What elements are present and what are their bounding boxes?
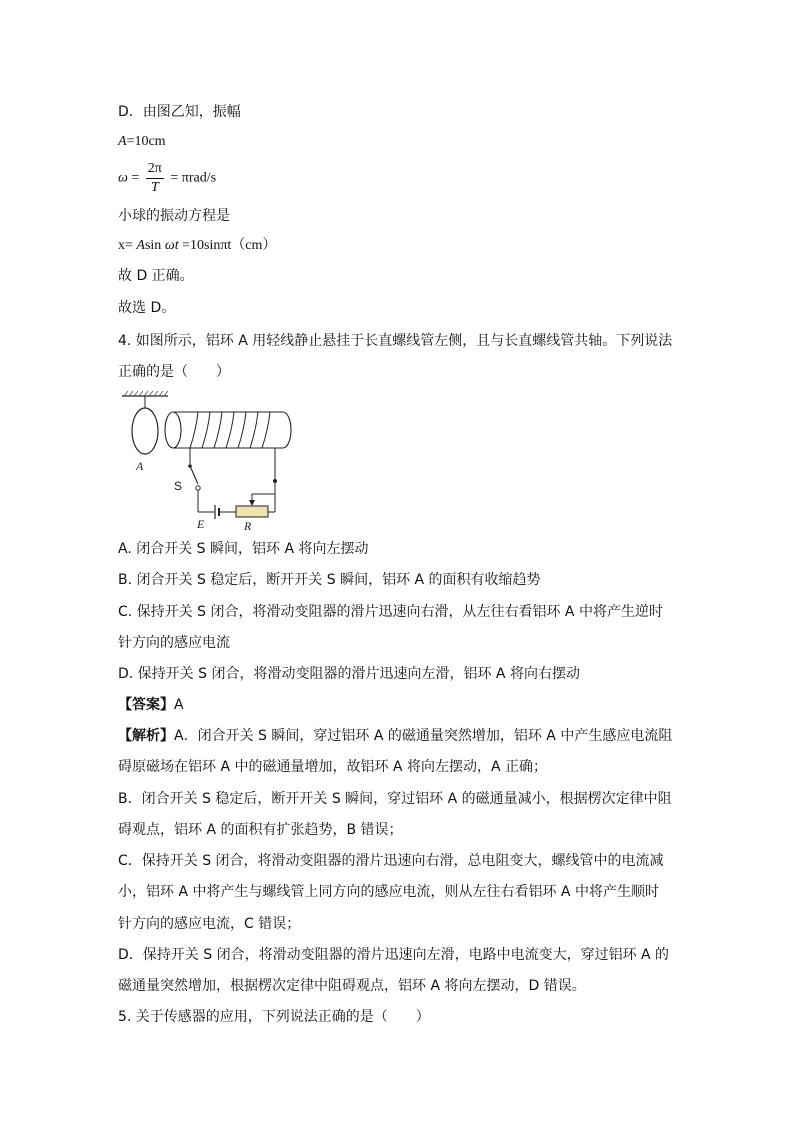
eq-part: A: [136, 238, 145, 253]
amplitude-value: =10cm: [126, 134, 166, 149]
amplitude-line: [118, 132, 166, 152]
question-5-stem: 5. 关于传感器的应用，下列说法正确的是（ ）: [118, 1009, 430, 1025]
option-c: C. 保持开关 S 闭合，将滑动变阻器的滑片迅速向右滑，从左往右看铝环 A 中将产生逆时: [118, 604, 663, 620]
fraction-denominator: T: [150, 180, 159, 195]
option-d: D. 保持开关 S 闭合，将滑动变阻器的滑片迅速向左滑，铝环 A 将向右摆动: [118, 666, 580, 682]
label-S: S: [174, 479, 183, 493]
option-a: A. 闭合开关 S 瞬间，铝环 A 将向左摆动: [118, 541, 369, 557]
question-4-stem: 4. 如图所示，铝环 A 用轻线静止悬挂于长直螺线管左侧，且与长直螺线管共轴。下列说法: [118, 333, 673, 349]
fraction-numerator: 2π: [146, 160, 164, 179]
text-line: 故选 D。: [118, 300, 176, 316]
circuit-diagram: [118, 390, 308, 536]
explanation-line: D．保持开关 S 闭合，将滑动变阻器的滑片迅速向左滑，电路中电流变大，穿过铝环 A 的: [118, 947, 670, 963]
text-line: 故 D 正确。: [118, 268, 194, 284]
option-c-cont: 针方向的感应电流: [118, 635, 230, 651]
explanation-label: 【解析】: [118, 728, 174, 744]
switch-blade: [190, 466, 198, 484]
answer-line: [118, 695, 184, 715]
text-line: 小球的振动方程是: [118, 208, 230, 224]
rheostat: [236, 506, 268, 517]
label-E: E: [197, 517, 205, 531]
explanation-text: A．闭合开关 S 瞬间，穿过铝环 A 的磁通量突然增加，铝环 A 中产生感应电流阻: [174, 728, 673, 744]
eq-part: x=: [118, 238, 137, 253]
omega-symbol: ω: [118, 170, 128, 186]
omega-result: = πrad/s: [170, 170, 217, 186]
vibration-equation: [118, 236, 276, 256]
explanation-line: 碍观点，铝环 A 的面积有扩张趋势，B 错误；: [118, 822, 403, 838]
explanation-line: 碍原磁场在铝环 A 中的磁通量增加，故铝环 A 将向左摆动，A 正确；: [118, 759, 547, 775]
answer-label: 【答案】: [118, 697, 174, 713]
aluminium-ring: [132, 408, 158, 454]
explanation-line: 针方向的感应电流，C 错误；: [118, 916, 301, 932]
eq-part: sin: [144, 238, 165, 253]
text-line: D．由图乙知，振幅: [118, 104, 241, 120]
omega-equation: [118, 160, 216, 197]
question-4-stem: 正确的是（ ）: [118, 364, 230, 380]
explanation-line: B．闭合开关 S 稳定后，断开开关 S 瞬间，穿过铝环 A 的磁通量减小，根据楞次定律中阻: [118, 791, 672, 807]
option-b: B. 闭合开关 S 稳定后，断开开关 S 瞬间，铝环 A 的面积有收缩趋势: [118, 572, 541, 588]
label-A: A: [136, 459, 144, 473]
eq-part: ωt: [164, 238, 179, 253]
explanation-line: 小，铝环 A 中将产生与螺线管上同方向的感应电流，则从左往右看铝环 A 中将产生顺时: [118, 884, 659, 900]
equals-sign: =: [131, 170, 140, 186]
explanation-a: [118, 726, 672, 746]
symbol-A: A: [118, 134, 127, 149]
explanation-line: 磁通量突然增加，根据楞次定律中阻碍观点，铝环 A 将向左摆动，D 错误。: [118, 978, 586, 994]
label-R: R: [244, 519, 252, 532]
explanation-line: C．保持开关 S 闭合，将滑动变阻器的滑片迅速向右滑，总电阻变大，螺线管中的电流减: [118, 853, 664, 869]
circuit-figure: [118, 390, 308, 532]
eq-part: =10sinπt（cm）: [178, 238, 277, 253]
answer-value: A: [174, 697, 184, 713]
fraction: [146, 160, 164, 197]
coil-windings: [190, 412, 270, 448]
slider-arrow: [249, 500, 255, 506]
